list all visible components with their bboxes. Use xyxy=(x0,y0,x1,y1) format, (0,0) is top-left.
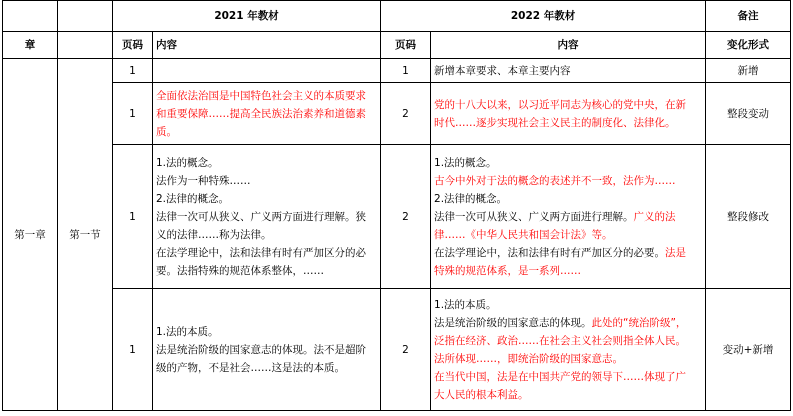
text-line xyxy=(434,262,702,280)
header-section xyxy=(58,32,113,59)
changed-text: 党的十八大以来，以习近平同志为核心的党中央，在新 xyxy=(434,98,687,111)
header-page-code-2021: 页码 xyxy=(113,32,153,59)
text-segment: 在法学理论中，法和法律有时有严加区分的必 xyxy=(156,246,366,259)
text-line xyxy=(156,323,377,341)
blank-corner-2 xyxy=(58,1,113,32)
page-2022: 2 xyxy=(381,289,431,411)
content-2022 xyxy=(431,145,706,289)
text-segment: 2.法律的概念。 xyxy=(434,192,508,205)
text-line xyxy=(156,105,377,123)
change-type: 整段变动 xyxy=(706,83,791,145)
text-line xyxy=(434,386,702,404)
content-2021 xyxy=(153,145,381,289)
changed-text: 和重要保障……提高全民族法治素养和道德素 xyxy=(156,107,366,120)
text-line xyxy=(434,314,702,332)
text-line xyxy=(434,172,702,190)
text-line xyxy=(156,190,377,208)
page-2021: 1 xyxy=(113,59,153,83)
header-2021: 2021 年教材 xyxy=(113,1,381,32)
changed-text: 质。 xyxy=(156,125,177,138)
changed-text: 大人民的根本利益。 xyxy=(434,388,529,401)
text-line xyxy=(434,226,702,244)
text-segment: 1.法的本质。 xyxy=(434,298,497,311)
page-2021: 1 xyxy=(113,145,153,289)
text-line xyxy=(434,244,702,262)
text-line xyxy=(156,226,377,244)
change-type: 变动+新增 xyxy=(706,289,791,411)
header-change-type: 变化形式 xyxy=(706,32,791,59)
table-row xyxy=(3,83,791,145)
text-segment: 法律一次可从狭义、广义两方面进行理解。狭 xyxy=(156,210,366,223)
page-2022: 1 xyxy=(381,59,431,83)
text-segment: 法是统治阶级的国家意志的体现。法不是超阶 xyxy=(156,343,366,356)
changed-text: 时代……逐步实现社会主义民主的制度化、法律化。 xyxy=(434,116,676,129)
content-2022 xyxy=(431,289,706,411)
text-segment: 法律一次可从狭义、广义两方面进行理解。 xyxy=(434,210,634,223)
text-segment: 在法学理论中，法和法律有时有严加区分的必要。 xyxy=(434,246,666,259)
text-segment: 1.法的概念。 xyxy=(434,156,497,169)
header-row-years xyxy=(3,1,791,32)
changed-text: 泛指在经济、政治……在社会主义社会则指全体人民。 xyxy=(434,334,687,347)
changed-text: 此处的“统治阶级”， xyxy=(591,316,687,329)
content-2022 xyxy=(431,59,706,83)
text-segment: 义的法律……称为法律。 xyxy=(156,228,272,241)
text-line xyxy=(434,332,702,350)
text-segment: 新增本章要求、本章主要内容 xyxy=(434,64,571,77)
changed-text: 在当代中国，法是在中国共产党的领导下……体现了广 xyxy=(434,370,687,383)
change-type: 新增 xyxy=(706,59,791,83)
content-2021 xyxy=(153,83,381,145)
text-line xyxy=(434,62,702,80)
text-segment: 2.法律的概念。 xyxy=(156,192,230,205)
blank-corner xyxy=(3,1,58,32)
changed-text: 法所体现……，即统治阶级的国家意志。 xyxy=(434,352,624,365)
text-line xyxy=(156,208,377,226)
text-line xyxy=(434,350,702,368)
text-segment: 法是统治阶级的国家意志的体现。 xyxy=(434,316,592,329)
text-line xyxy=(156,154,377,172)
page-2021: 1 xyxy=(113,289,153,411)
text-segment: 1.法的概念。 xyxy=(156,156,219,169)
header-page-code-2022: 页码 xyxy=(381,32,431,59)
text-line xyxy=(434,296,702,314)
text-line xyxy=(156,262,377,280)
header-content-2021: 内容 xyxy=(153,32,381,59)
content-2021 xyxy=(153,59,381,83)
section-cell: 第一节 xyxy=(58,59,113,411)
header-remark: 备注 xyxy=(706,1,791,32)
text-line xyxy=(434,114,702,132)
text-line xyxy=(434,154,702,172)
text-line xyxy=(156,87,377,105)
text-line xyxy=(434,208,702,226)
changed-text: 广义的法 xyxy=(633,210,676,223)
text-line xyxy=(156,244,377,262)
header-content-2022: 内容 xyxy=(431,32,706,59)
text-line xyxy=(156,172,377,190)
table-row xyxy=(3,145,791,289)
text-segment: 级的产物，不是社会……这是法的本质。 xyxy=(156,361,345,374)
text-segment: 法作为一种特殊…… xyxy=(156,174,251,187)
changed-text: 古今中外对于法的概念的表述并不一致，法作为…… xyxy=(434,174,676,187)
page-2022: 2 xyxy=(381,145,431,289)
header-chapter: 章 xyxy=(3,32,58,59)
text-line xyxy=(156,359,377,377)
chapter-cell: 第一章 xyxy=(3,59,58,411)
page-2021: 1 xyxy=(113,83,153,145)
text-line xyxy=(434,368,702,386)
changed-text: 全面依法治国是中国特色社会主义的本质要求 xyxy=(156,89,366,102)
text-line xyxy=(434,96,702,114)
text-segment: 要。法指特殊的规范体系整体，…… xyxy=(156,264,324,277)
content-2021 xyxy=(153,289,381,411)
text-segment: 1.法的本质。 xyxy=(156,325,219,338)
change-type: 整段修改 xyxy=(706,145,791,289)
table-row xyxy=(3,59,791,83)
changed-text: 律……《中华人民共和国会计法》等。 xyxy=(434,228,613,241)
text-line xyxy=(156,123,377,141)
changed-text: 法是 xyxy=(665,246,687,259)
header-2022: 2022 年教材 xyxy=(381,1,706,32)
changed-text: 特殊的规范体系，是一系列…… xyxy=(434,264,582,277)
text-line xyxy=(156,341,377,359)
content-2022 xyxy=(431,83,706,145)
table-row xyxy=(3,289,791,411)
page-2022: 2 xyxy=(381,83,431,145)
text-line xyxy=(434,190,702,208)
header-row-columns xyxy=(3,32,791,59)
comparison-table xyxy=(2,0,791,411)
